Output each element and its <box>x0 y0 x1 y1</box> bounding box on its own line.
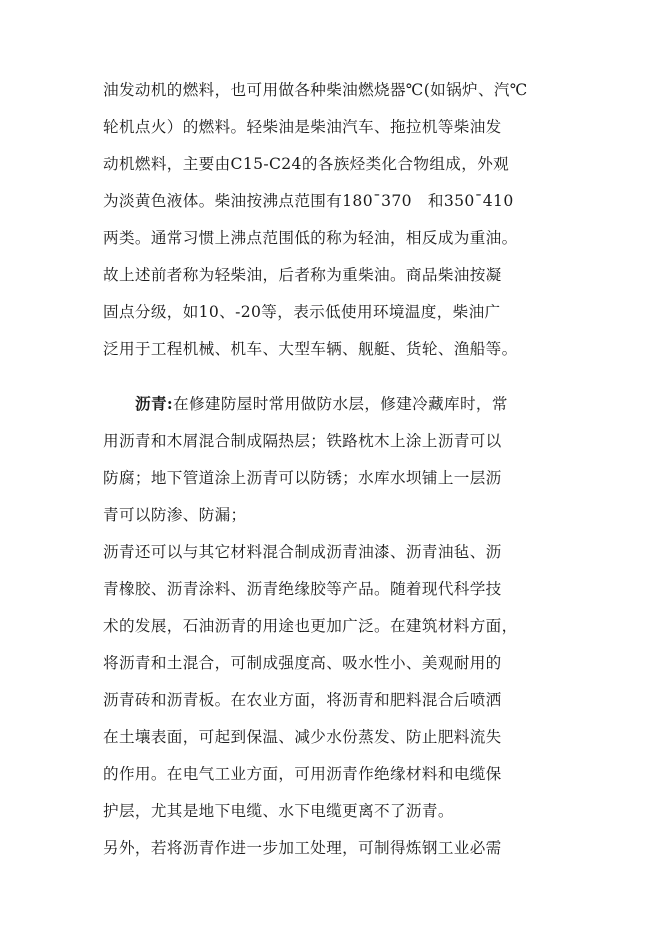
text-line: 沥青砖和沥青板。在农业方面，将沥青和肥料混合后喷洒 <box>103 691 502 709</box>
text-line: 的作用。在电气工业方面，可用沥青作绝缘材料和电缆保 <box>103 765 502 783</box>
text-line: 防腐；地下管道涂上沥青可以防锈；水库水坝铺上一层沥 <box>103 469 502 487</box>
text-line: 另外，若将沥青作进一步加工处理，可制得炼钢工业必需 <box>103 839 502 857</box>
text-line: 护层，尤其是地下电缆、水下电缆更离不了沥青。 <box>103 802 454 820</box>
text-line: 泛用于工程机械、机车、大型车辆、舰艇、货轮、渔船等。 <box>103 340 518 358</box>
text-line: 青橡胶、沥青涂料、沥青绝缘胶等产品。随着现代科学技 <box>103 580 502 598</box>
text-line: 术的发展，石油沥青的用途也更加广泛。在建筑材料方面， <box>103 617 518 635</box>
text-line <box>135 394 508 414</box>
text-line: 故上述前者称为轻柴油，后者称为重柴油。商品柴油按凝 <box>103 266 502 284</box>
text-line: 沥青还可以与其它材料混合制成沥青油漆、沥青油毡、沥 <box>103 543 502 561</box>
text-line: 两类。通常习惯上沸点范围低的称为轻油，相反成为重油。 <box>103 229 518 247</box>
text-line: 为淡黄色液体。柴油按沸点范围有180ˉ370 和350ˉ410 <box>103 192 514 210</box>
text-line: 固点分级，如10、-20等，表示低使用环境温度，柴油广 <box>103 303 501 321</box>
text-line: 青可以防渗、防漏； <box>103 506 247 524</box>
text-line: 轮机点火）的燃料。轻柴油是柴油汽车、拖拉机等柴油发 <box>103 118 502 136</box>
text-line: 动机燃料，主要由C15-C24的各族烃类化合物组成，外观 <box>103 155 510 173</box>
text-run: 在修建防屋时常用做防水层，修建冷藏库时，常 <box>173 395 508 413</box>
text-line: 将沥青和土混合，可制成强度高、吸水性小、美观耐用的 <box>103 654 502 672</box>
term-heading: 沥青: <box>135 394 173 413</box>
text-line: 用沥青和木屑混合制成隔热层；铁路枕木上涂上沥青可以 <box>103 432 502 450</box>
text-line: 油发动机的燃料，也可用做各种柴油燃烧器℃(如锅炉、汽℃ <box>103 81 528 99</box>
text-line: 在土壤表面，可起到保温、减少水份蒸发、防止肥料流失 <box>103 728 502 746</box>
